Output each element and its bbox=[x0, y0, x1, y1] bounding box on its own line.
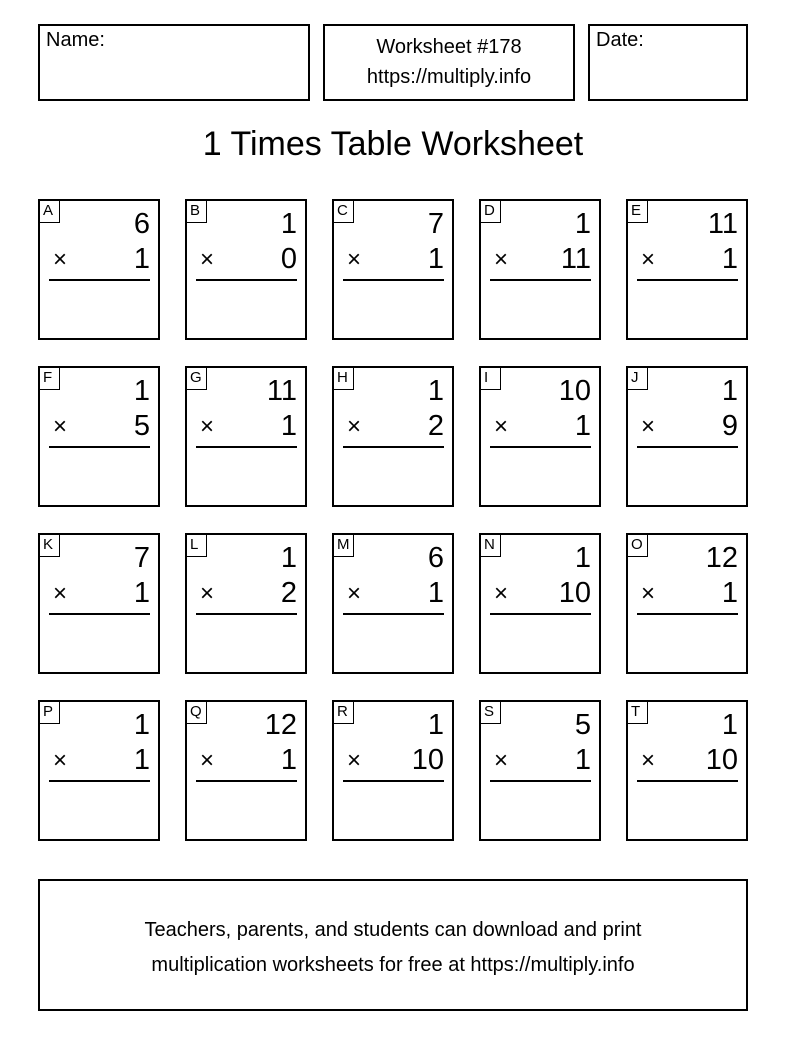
problem-top-number: 1 bbox=[721, 375, 738, 407]
problem-card[interactable] bbox=[626, 700, 748, 841]
problem-letter: K bbox=[40, 535, 60, 557]
problem-bottom-number: 10 bbox=[705, 744, 738, 776]
problem-letter: G bbox=[187, 368, 207, 390]
name-field[interactable] bbox=[38, 24, 310, 101]
name-label: Name: bbox=[46, 29, 105, 51]
problem-top-number: 1 bbox=[133, 709, 150, 741]
problem-card[interactable] bbox=[479, 366, 601, 507]
problem-bottom-number: 2 bbox=[280, 577, 297, 609]
problem-bottom-number: 1 bbox=[427, 243, 444, 275]
date-field[interactable] bbox=[588, 24, 748, 101]
multiply-sign: × bbox=[200, 580, 215, 607]
multiply-sign: × bbox=[347, 246, 362, 273]
answer-line bbox=[49, 780, 150, 782]
problem-bottom-number: 2 bbox=[427, 410, 444, 442]
problem-top-number: 1 bbox=[427, 375, 444, 407]
problem-card[interactable] bbox=[332, 199, 454, 340]
problem-bottom-number: 1 bbox=[721, 577, 738, 609]
problem-letter: R bbox=[334, 702, 354, 724]
problem-top-number: 1 bbox=[133, 375, 150, 407]
answer-line bbox=[343, 613, 444, 615]
answer-line bbox=[196, 780, 297, 782]
answer-line bbox=[49, 613, 150, 615]
problem-top-number: 5 bbox=[574, 709, 591, 741]
problem-card[interactable] bbox=[479, 199, 601, 340]
problem-top-number: 7 bbox=[427, 208, 444, 240]
problem-card[interactable] bbox=[185, 700, 307, 841]
problem-card[interactable] bbox=[185, 366, 307, 507]
problem-letter: L bbox=[187, 535, 207, 557]
problem-letter: O bbox=[628, 535, 648, 557]
worksheet-url: https://multiply.info bbox=[366, 66, 532, 88]
problem-letter: T bbox=[628, 702, 648, 724]
answer-line bbox=[196, 613, 297, 615]
multiply-sign: × bbox=[200, 747, 215, 774]
problem-bottom-number: 1 bbox=[133, 744, 150, 776]
problem-letter: P bbox=[40, 702, 60, 724]
problem-top-number: 1 bbox=[574, 542, 591, 574]
multiply-sign: × bbox=[494, 747, 509, 774]
problem-top-number: 11 bbox=[266, 375, 297, 407]
footer-line-2: multiplication worksheets for free at https://multiply.info bbox=[151, 954, 635, 976]
worksheet-number: Worksheet #178 bbox=[376, 36, 522, 58]
answer-line bbox=[49, 446, 150, 448]
multiply-sign: × bbox=[641, 580, 656, 607]
problem-card[interactable] bbox=[479, 533, 601, 674]
date-label: Date: bbox=[596, 29, 644, 51]
answer-line bbox=[490, 613, 591, 615]
multiply-sign: × bbox=[494, 246, 509, 273]
problem-top-number: 10 bbox=[558, 375, 591, 407]
problem-card[interactable] bbox=[185, 199, 307, 340]
problem-letter: C bbox=[334, 201, 354, 223]
multiply-sign: × bbox=[347, 747, 362, 774]
answer-line bbox=[637, 446, 738, 448]
footer-box bbox=[38, 879, 748, 1011]
multiply-sign: × bbox=[53, 580, 68, 607]
multiply-sign: × bbox=[53, 413, 68, 440]
answer-line bbox=[637, 613, 738, 615]
problem-top-number: 6 bbox=[427, 542, 444, 574]
problem-bottom-number: 1 bbox=[574, 744, 591, 776]
problem-top-number: 7 bbox=[133, 542, 150, 574]
problem-bottom-number: 5 bbox=[133, 410, 150, 442]
worksheet-title: 1 Times Table Worksheet bbox=[202, 125, 584, 163]
problem-top-number: 6 bbox=[133, 208, 150, 240]
problem-letter: H bbox=[334, 368, 354, 390]
problem-top-number: 1 bbox=[574, 208, 591, 240]
problem-bottom-number: 1 bbox=[574, 410, 591, 442]
problem-letter: A bbox=[40, 201, 60, 223]
multiply-sign: × bbox=[200, 413, 215, 440]
multiply-sign: × bbox=[200, 246, 215, 273]
problem-letter: E bbox=[628, 201, 648, 223]
problem-top-number: 12 bbox=[264, 709, 297, 741]
problem-letter: J bbox=[628, 368, 648, 390]
problem-letter: D bbox=[481, 201, 501, 223]
answer-line bbox=[196, 279, 297, 281]
problem-top-number: 1 bbox=[721, 709, 738, 741]
problem-bottom-number: 11 bbox=[560, 243, 591, 275]
answer-line bbox=[637, 780, 738, 782]
multiply-sign: × bbox=[347, 580, 362, 607]
problem-letter: Q bbox=[187, 702, 207, 724]
problem-top-number: 1 bbox=[280, 208, 297, 240]
problem-bottom-number: 0 bbox=[280, 243, 297, 275]
answer-line bbox=[490, 446, 591, 448]
problem-bottom-number: 10 bbox=[558, 577, 591, 609]
footer-line-1: Teachers, parents, and students can download and print bbox=[144, 919, 642, 941]
problem-letter: S bbox=[481, 702, 501, 724]
problem-card[interactable] bbox=[626, 533, 748, 674]
answer-line bbox=[196, 446, 297, 448]
problem-letter: B bbox=[187, 201, 207, 223]
multiply-sign: × bbox=[53, 246, 68, 273]
problem-letter: I bbox=[481, 368, 501, 390]
answer-line bbox=[343, 279, 444, 281]
problem-letter: M bbox=[334, 535, 354, 557]
problem-top-number: 1 bbox=[427, 709, 444, 741]
problem-card[interactable] bbox=[332, 700, 454, 841]
problem-bottom-number: 10 bbox=[411, 744, 444, 776]
problem-card[interactable] bbox=[626, 199, 748, 340]
problem-bottom-number: 1 bbox=[133, 577, 150, 609]
problem-letter: F bbox=[40, 368, 60, 390]
answer-line bbox=[343, 780, 444, 782]
problem-bottom-number: 1 bbox=[280, 744, 297, 776]
multiply-sign: × bbox=[641, 747, 656, 774]
problem-bottom-number: 1 bbox=[427, 577, 444, 609]
problem-card[interactable] bbox=[38, 700, 160, 841]
multiply-sign: × bbox=[641, 246, 656, 273]
footer-text bbox=[40, 913, 746, 983]
problem-card[interactable] bbox=[38, 199, 160, 340]
problem-bottom-number: 1 bbox=[280, 410, 297, 442]
problem-top-number: 1 bbox=[280, 542, 297, 574]
multiply-sign: × bbox=[347, 413, 362, 440]
problem-card[interactable] bbox=[38, 366, 160, 507]
multiply-sign: × bbox=[494, 413, 509, 440]
multiply-sign: × bbox=[494, 580, 509, 607]
answer-line bbox=[343, 446, 444, 448]
problem-top-number: 12 bbox=[705, 542, 738, 574]
problem-letter: N bbox=[481, 535, 501, 557]
worksheet-info-box bbox=[323, 24, 575, 101]
problem-bottom-number: 1 bbox=[133, 243, 150, 275]
problem-card[interactable] bbox=[479, 700, 601, 841]
problem-bottom-number: 9 bbox=[721, 410, 738, 442]
problem-top-number: 11 bbox=[707, 208, 738, 240]
problem-card[interactable] bbox=[626, 366, 748, 507]
answer-line bbox=[49, 279, 150, 281]
answer-line bbox=[637, 279, 738, 281]
problem-card[interactable] bbox=[332, 533, 454, 674]
problem-card[interactable] bbox=[332, 366, 454, 507]
multiply-sign: × bbox=[641, 413, 656, 440]
answer-line bbox=[490, 780, 591, 782]
multiply-sign: × bbox=[53, 747, 68, 774]
answer-line bbox=[490, 279, 591, 281]
problem-card[interactable] bbox=[185, 533, 307, 674]
problem-card[interactable] bbox=[38, 533, 160, 674]
problem-bottom-number: 1 bbox=[721, 243, 738, 275]
